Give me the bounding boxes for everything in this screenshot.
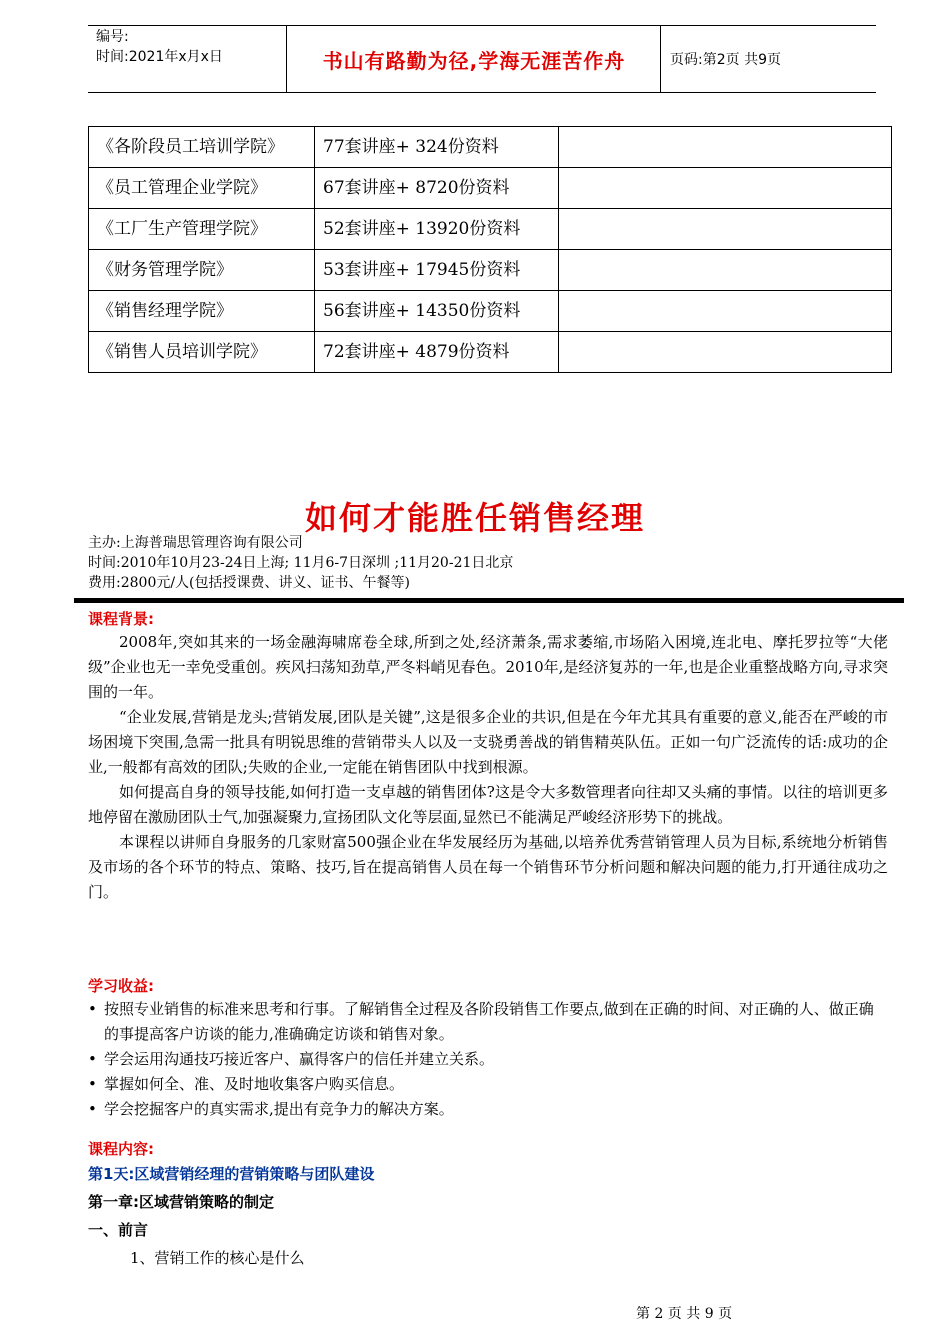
list-item <box>88 1047 888 1072</box>
catalog-content: 67套讲座+ 8720份资料 <box>315 168 559 209</box>
header-motto: 书山有路勤为径,学海无涯苦作舟 <box>322 49 626 73</box>
catalog-name: 《销售经理学院》 <box>89 291 315 332</box>
background-paragraph: “企业发展,营销是龙头;营销发展,团队是关键”,这是很多企业的共识,但是在今年尤其具有重要的意义,能否在严峻的市场困境下突围,急需一批具有明锐思维的营销带头人以及一支骁勇善战的销售精英队伍。正如一句广泛流传的话:成功的企业,一般都有高效的团队;失败的企业,一定能在销售团队中找到根源。 <box>88 708 888 776</box>
background-paragraph: 本课程以讲师自身服务的几家财富500强企业在华发展经历为基础,以培养优秀营销管理人员为目标,系统地分析销售及市场的各个环节的特点、策略、技巧,旨在提高销售人员在每一个销售环节分析问题和解决问题的能力,打开通往成功之门。 <box>88 833 888 901</box>
catalog-content: 77套讲座+ 324份资料 <box>315 127 559 168</box>
header-divider <box>286 25 287 93</box>
catalog-table <box>88 126 892 373</box>
day-1-heading: 第1天:区域营销经理的营销策略与团队建设 <box>88 1165 375 1183</box>
course-fee: 费用:2800元/人(包括授课费、讲义、证书、午餐等) <box>88 575 410 591</box>
bullet-icon: • <box>88 1050 97 1068</box>
background-paragraph: 如何提高自身的领导技能,如何打造一支卓越的销售团体?这是令大多数管理者向往却又头痛的事情。以往的培训更多地停留在激励团队士气,加强凝聚力,宣扬团队文化等层面,显然已不能满足严峻经济形势下的挑战。 <box>88 783 888 826</box>
header-bottom-rule <box>88 92 876 93</box>
benefit-text: 学会挖掘客户的真实需求,提出有竞争力的解决方案。 <box>104 1100 454 1118</box>
catalog-note <box>559 250 892 291</box>
course-organizer: 主办:上海普瑞思管理咨询有限公司 <box>88 535 303 551</box>
benefit-text: 按照专业销售的标准来思考和行事。了解销售全过程及各阶段销售工作要点,做到在正确的时间、对正确的人、做正确的事提高客户访谈的能力,准确确定访谈和销售对象。 <box>104 1000 874 1043</box>
background-heading: 课程背景: <box>88 610 154 628</box>
catalog-name: 《销售人员培训学院》 <box>89 332 315 373</box>
bullet-icon: • <box>88 1000 97 1018</box>
header-number: 编号: <box>96 29 129 45</box>
benefit-text: 掌握如何全、准、及时地收集客户购买信息。 <box>104 1075 405 1093</box>
list-item <box>88 1072 888 1097</box>
course-title: 如何才能胜任销售经理 <box>304 499 645 537</box>
bullet-icon: • <box>88 1100 97 1118</box>
table-row <box>89 291 892 332</box>
contents-heading: 课程内容: <box>88 1140 154 1158</box>
catalog-note <box>559 209 892 250</box>
benefits-heading: 学习收益: <box>88 977 154 995</box>
page-footer: 第 2 页 共 9 页 <box>636 1306 733 1322</box>
list-item <box>88 997 888 1047</box>
benefits-list <box>88 997 888 1122</box>
header-page-number: 页码:第2页 共9页 <box>670 52 781 68</box>
header-top-rule <box>88 25 876 26</box>
catalog-content: 52套讲座+ 13920份资料 <box>315 209 559 250</box>
table-row <box>89 168 892 209</box>
catalog-note <box>559 291 892 332</box>
background-paragraph: 2008年,突如其来的一场金融海啸席卷全球,所到之处,经济萧条,需求萎缩,市场陷入困境,连北电、摩托罗拉等“大佬级”企业也无一幸免受重创。疾风扫荡知劲草,严冬料峭见春色。2010年,是经济复苏的一年,也是企业重整战略方向,寻求突围的一年。 <box>88 633 888 701</box>
course-time: 时间:2010年10月23-24日上海; 11月6-7日深圳 ;11月20-21日北京 <box>88 555 514 571</box>
catalog-note <box>559 127 892 168</box>
header-divider <box>660 25 661 93</box>
page-header <box>88 25 876 93</box>
catalog-name: 《各阶段员工培训学院》 <box>89 127 315 168</box>
catalog-content: 53套讲座+ 17945份资料 <box>315 250 559 291</box>
header-meta <box>96 27 223 67</box>
catalog-name: 《财务管理学院》 <box>89 250 315 291</box>
catalog-name: 《员工管理企业学院》 <box>89 168 315 209</box>
table-row <box>89 127 892 168</box>
catalog-note <box>559 168 892 209</box>
catalog-content: 56套讲座+ 14350份资料 <box>315 291 559 332</box>
background-section <box>88 608 888 905</box>
course-meta <box>88 533 513 593</box>
content-item: 1、营销工作的核心是什么 <box>130 1249 305 1267</box>
bullet-icon: • <box>88 1075 97 1093</box>
section-divider <box>74 598 904 603</box>
table-row <box>89 250 892 291</box>
catalog-note <box>559 332 892 373</box>
header-time: 时间:2021年x月x日 <box>96 49 223 65</box>
catalog-name: 《工厂生产管理学院》 <box>89 209 315 250</box>
list-item <box>88 1097 888 1122</box>
table-row <box>89 332 892 373</box>
catalog-content: 72套讲座+ 4879份资料 <box>315 332 559 373</box>
section-heading: 一、前言 <box>88 1221 149 1239</box>
chapter-heading: 第一章:区域营销策略的制定 <box>88 1193 274 1211</box>
contents-section <box>88 1138 888 1272</box>
benefits-section <box>88 975 888 1122</box>
table-row <box>89 209 892 250</box>
benefit-text: 学会运用沟通技巧接近客户、赢得客户的信任并建立关系。 <box>104 1050 495 1068</box>
